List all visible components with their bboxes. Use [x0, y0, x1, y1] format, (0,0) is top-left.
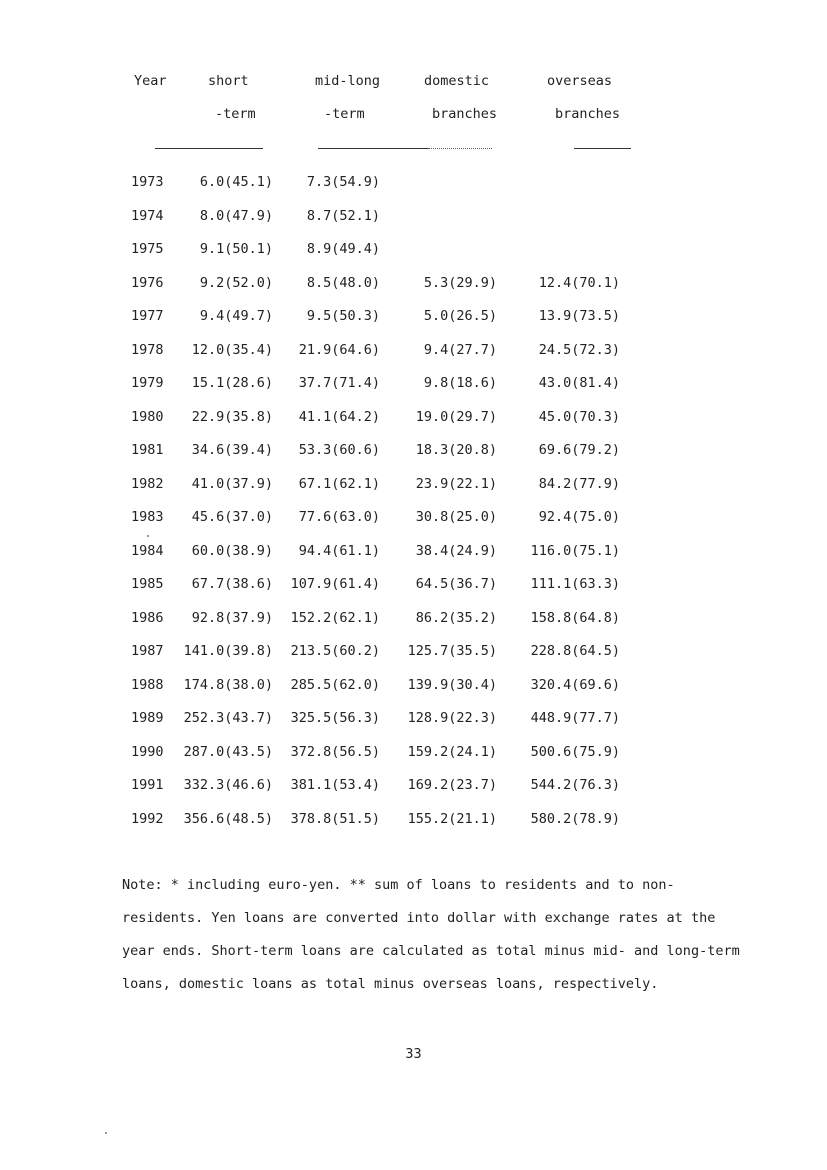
short-term-cell: 92.8(37.9) [191, 609, 273, 626]
short-term-cell: 141.0(39.8) [183, 643, 273, 659]
domestic-branches-cell: 86.2(35.2) [415, 609, 497, 626]
scan-speck [105, 1132, 107, 1134]
overseas-branches-cell: 92.4(75.0) [538, 509, 620, 525]
mid-long-term-cell: 21.9(64.6) [298, 341, 380, 358]
short-term-cell: 41.0(37.9) [191, 475, 273, 492]
header-mid-long-term-line2: -term [324, 106, 365, 122]
table-row [0, 509, 827, 529]
year-cell: 1976 [131, 274, 164, 291]
domestic-branches-cell: 128.9(22.3) [407, 710, 497, 726]
table-row [0, 576, 827, 596]
header-mid-long-term-line1: mid-long [315, 73, 381, 89]
header-year: Year [134, 73, 167, 89]
year-cell: 1978 [131, 341, 164, 358]
domestic-branches-cell: 30.8(25.0) [415, 509, 497, 525]
mid-long-term-cell: 8.9(49.4) [306, 241, 380, 257]
short-term-cell: 8.0(47.9) [199, 207, 273, 224]
mid-long-term-cell: 381.1(53.4) [290, 777, 380, 793]
mid-long-term-cell: 67.1(62.1) [298, 475, 380, 492]
overseas-branches-cell: 24.5(72.3) [538, 341, 620, 358]
table-row [0, 342, 827, 362]
scan-speck [147, 535, 149, 537]
year-cell: 1983 [131, 509, 164, 525]
header-short-term-line2: -term [215, 106, 256, 122]
table-row [0, 174, 827, 194]
short-term-cell: 9.2(52.0) [199, 274, 273, 291]
year-cell: 1984 [131, 542, 164, 559]
header-domestic-line1: domestic [424, 73, 490, 89]
overseas-branches-cell: 45.0(70.3) [538, 408, 620, 425]
header-rule-middle-dotted [428, 148, 492, 149]
overseas-branches-cell: 69.6(79.2) [538, 442, 620, 458]
year-cell: 1988 [131, 676, 164, 693]
header-rule-right [574, 148, 631, 149]
mid-long-term-cell: 213.5(60.2) [290, 643, 380, 659]
mid-long-term-cell: 285.5(62.0) [290, 676, 380, 693]
short-term-cell: 252.3(43.7) [183, 710, 273, 726]
header-domestic-line2: branches [432, 106, 498, 122]
mid-long-term-cell: 107.9(61.4) [290, 576, 380, 592]
short-term-cell: 67.7(38.6) [191, 576, 273, 592]
mid-long-term-cell: 53.3(60.6) [298, 442, 380, 458]
year-cell: 1987 [131, 643, 164, 659]
domestic-branches-cell: 18.3(20.8) [415, 442, 497, 458]
mid-long-term-cell: 325.5(56.3) [290, 710, 380, 726]
header-short-term-line1: short [208, 73, 249, 89]
table-row [0, 375, 827, 395]
table-row [0, 208, 827, 228]
table-row [0, 476, 827, 496]
mid-long-term-cell: 8.7(52.1) [306, 207, 380, 224]
overseas-branches-cell: 13.9(73.5) [538, 308, 620, 324]
year-cell: 1973 [131, 174, 164, 190]
domestic-branches-cell: 5.0(26.5) [423, 308, 497, 324]
short-term-cell: 12.0(35.4) [191, 341, 273, 358]
overseas-branches-cell: 84.2(77.9) [538, 475, 620, 492]
year-cell: 1975 [131, 241, 164, 257]
year-cell: 1979 [131, 375, 164, 391]
short-term-cell: 356.6(48.5) [183, 810, 273, 827]
overseas-branches-cell: 580.2(78.9) [530, 810, 620, 827]
header-overseas-line1: overseas [547, 73, 613, 89]
domestic-branches-cell: 139.9(30.4) [407, 676, 497, 693]
header-overseas-line2: branches [555, 106, 621, 122]
table-row [0, 744, 827, 764]
short-term-cell: 22.9(35.8) [191, 408, 273, 425]
short-term-cell: 9.4(49.7) [199, 308, 273, 324]
short-term-cell: 332.3(46.6) [183, 777, 273, 793]
domestic-branches-cell: 155.2(21.1) [407, 810, 497, 827]
domestic-branches-cell: 38.4(24.9) [415, 542, 497, 559]
table-row [0, 308, 827, 328]
short-term-cell: 287.0(43.5) [183, 743, 273, 760]
domestic-branches-cell: 64.5(36.7) [415, 576, 497, 592]
short-term-cell: 6.0(45.1) [199, 174, 273, 190]
overseas-branches-cell: 12.4(70.1) [538, 274, 620, 291]
table-note: Note: * including euro-yen. ** sum of loans to residents and to non-residents. Yen loans are converted into dollar with exchange rates at the year ends. Short-term loans are calculated as total minus mid- and long-term loans, domestic loans as total minus overseas loans, respectively. [122, 877, 740, 992]
table-row [0, 275, 827, 295]
year-cell: 1990 [131, 743, 164, 760]
table-row [0, 241, 827, 261]
overseas-branches-cell: 116.0(75.1) [530, 542, 620, 559]
mid-long-term-cell: 372.8(56.5) [290, 743, 380, 760]
year-cell: 1982 [131, 475, 164, 492]
overseas-branches-cell: 448.9(77.7) [530, 710, 620, 726]
domestic-branches-cell: 125.7(35.5) [407, 643, 497, 659]
year-cell: 1980 [131, 408, 164, 425]
mid-long-term-cell: 37.7(71.4) [298, 375, 380, 391]
header-rule-middle [318, 148, 428, 149]
table-row [0, 710, 827, 730]
year-cell: 1985 [131, 576, 164, 592]
table-row [0, 409, 827, 429]
overseas-branches-cell: 228.8(64.5) [530, 643, 620, 659]
overseas-branches-cell: 158.8(64.8) [530, 609, 620, 626]
mid-long-term-cell: 378.8(51.5) [290, 810, 380, 827]
mid-long-term-cell: 152.2(62.1) [290, 609, 380, 626]
domestic-branches-cell: 19.0(29.7) [415, 408, 497, 425]
short-term-cell: 45.6(37.0) [191, 509, 273, 525]
domestic-branches-cell: 5.3(29.9) [423, 274, 497, 291]
year-cell: 1974 [131, 207, 164, 224]
mid-long-term-cell: 94.4(61.1) [298, 542, 380, 559]
domestic-branches-cell: 9.8(18.6) [423, 375, 497, 391]
year-cell: 1977 [131, 308, 164, 324]
overseas-branches-cell: 544.2(76.3) [530, 777, 620, 793]
mid-long-term-cell: 77.6(63.0) [298, 509, 380, 525]
short-term-cell: 15.1(28.6) [191, 375, 273, 391]
domestic-branches-cell: 169.2(23.7) [407, 777, 497, 793]
year-cell: 1981 [131, 442, 164, 458]
short-term-cell: 60.0(38.9) [191, 542, 273, 559]
year-cell: 1986 [131, 609, 164, 626]
short-term-cell: 34.6(39.4) [191, 442, 273, 458]
table-row [0, 543, 827, 563]
domestic-branches-cell: 23.9(22.1) [415, 475, 497, 492]
table-row [0, 643, 827, 663]
table-row [0, 777, 827, 797]
mid-long-term-cell: 9.5(50.3) [306, 308, 380, 324]
year-cell: 1989 [131, 710, 164, 726]
domestic-branches-cell: 9.4(27.7) [423, 341, 497, 358]
year-cell: 1991 [131, 777, 164, 793]
table-row [0, 811, 827, 831]
overseas-branches-cell: 320.4(69.6) [530, 676, 620, 693]
mid-long-term-cell: 7.3(54.9) [306, 174, 380, 190]
domestic-branches-cell: 159.2(24.1) [407, 743, 497, 760]
year-cell: 1992 [131, 810, 164, 827]
short-term-cell: 174.8(38.0) [183, 676, 273, 693]
table-row [0, 677, 827, 697]
table-row [0, 610, 827, 630]
mid-long-term-cell: 8.5(48.0) [306, 274, 380, 291]
table-row [0, 442, 827, 462]
short-term-cell: 9.1(50.1) [199, 241, 273, 257]
mid-long-term-cell: 41.1(64.2) [298, 408, 380, 425]
header-rule-left [155, 148, 263, 149]
overseas-branches-cell: 43.0(81.4) [538, 375, 620, 391]
overseas-branches-cell: 111.1(63.3) [530, 576, 620, 592]
page-number: 33 [405, 1046, 422, 1062]
overseas-branches-cell: 500.6(75.9) [530, 743, 620, 760]
